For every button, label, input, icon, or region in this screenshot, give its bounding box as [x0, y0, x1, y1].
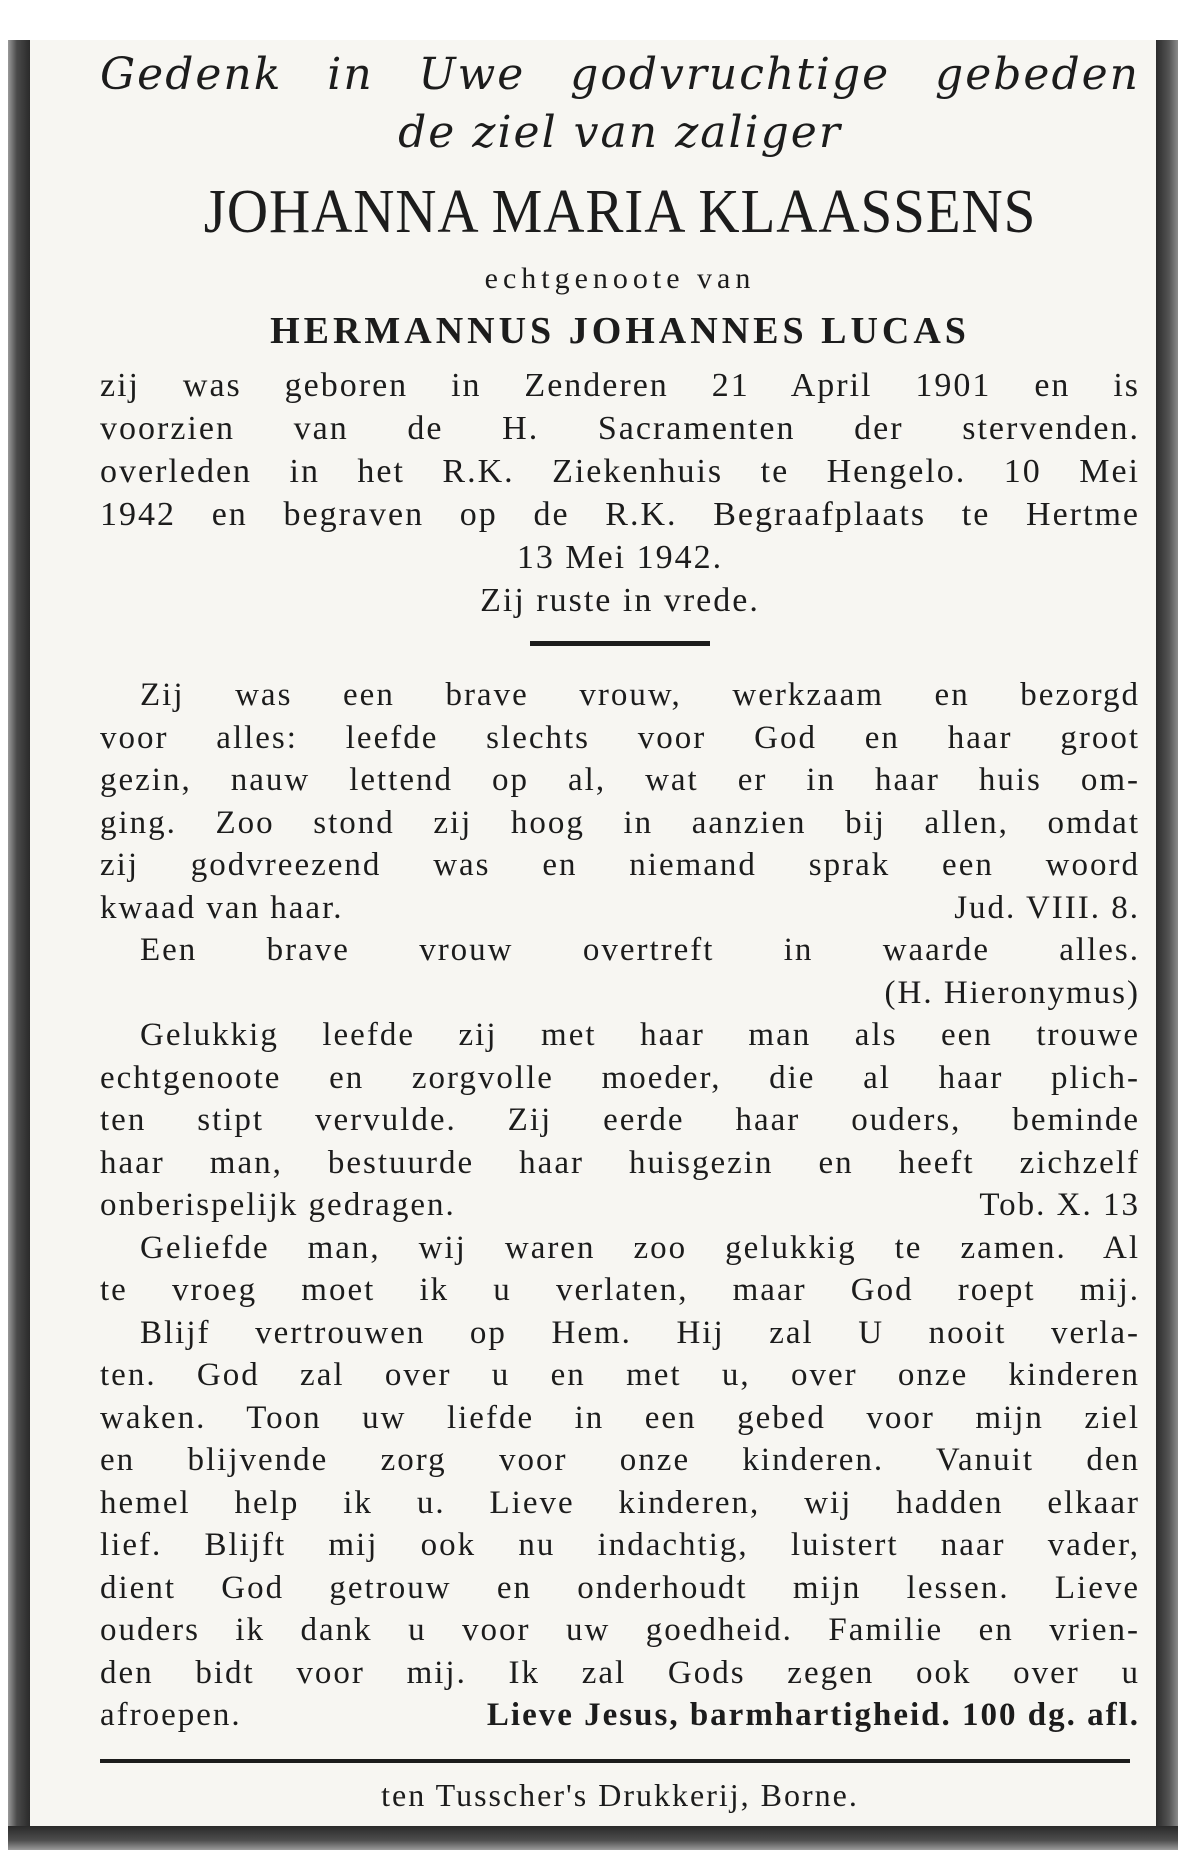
text-line-final	[100, 1694, 1140, 1737]
scripture-reference: (H. Hieronymus)	[884, 974, 1140, 1011]
intro-line-2: de ziel van zaliger	[398, 107, 842, 158]
biography	[100, 364, 1140, 579]
text-line: onberispelijk gedragen.	[100, 1187, 456, 1223]
text-line: hemel help ik u. Lieve kinderen, wij hadden elkaar	[100, 1484, 1140, 1521]
biography-line: zij was geboren in Zenderen 21 April 1901 en is	[100, 367, 1140, 404]
text-line-with-reference	[100, 887, 1140, 930]
text-line: ging. Zoo stond zij hoog in aanzien bij allen, omdat	[100, 804, 1140, 841]
deceased-name: JOHANNA MARIA KLAASSENS	[203, 178, 1037, 246]
text-line: Zij was een brave vrouw, werkzaam en bezorgd	[140, 677, 1140, 713]
scripture-reference: Jud. VIII. 8.	[954, 889, 1140, 926]
rest-in-peace: Zij ruste in vrede.	[480, 582, 760, 619]
text-line: waken. Toon uw liefde in een gebed voor mijn ziel	[100, 1399, 1140, 1436]
divider-short	[530, 641, 710, 646]
text-line: ouders ik dank u voor uw goedheid. Familie en vrien-	[100, 1612, 1140, 1648]
divider-long	[100, 1759, 1130, 1763]
text-line: ten stipt vervulde. Zij eerde haar ouders, beminde	[100, 1102, 1140, 1138]
text-line: en blijvende zorg voor onze kinderen. Vanuit den	[100, 1442, 1140, 1478]
text-line: haar man, bestuurde haar huisgezin en heeft zichzelf	[100, 1144, 1140, 1181]
text-line: gezin, nauw lettend op al, wat er in haar huis om-	[100, 762, 1140, 798]
memorial-text	[100, 674, 1140, 1737]
biography-last-line: 13 Mei 1942.	[516, 539, 724, 576]
text-line: kwaad van haar.	[100, 889, 344, 926]
text-line: dient God getrouw en onderhoudt mijn lessen. Lieve	[100, 1569, 1140, 1606]
scripture-reference: Tob. X. 13	[979, 1187, 1140, 1223]
text-line-with-reference	[100, 1184, 1140, 1227]
card-frame-right	[1156, 40, 1178, 1850]
text-line: zij godvreezend was en niemand sprak een woord	[100, 847, 1140, 883]
intro-line-1: Gedenk in Uwe godvruchtige gebeden	[100, 49, 1140, 100]
text-line: Geliefde man, wij waren zoo gelukkig te zamen. Al	[140, 1229, 1140, 1266]
card-paper	[30, 40, 1156, 1826]
spouse-name: HERMANNUS JOHANNES LUCAS	[270, 310, 970, 352]
text-line: Blijf vertrouwen op Hem. Hij zal U nooit verla-	[140, 1314, 1140, 1351]
text-line: te vroeg moet ik u verlaten, maar God roept mij.	[100, 1272, 1140, 1308]
card-content	[100, 40, 1140, 1815]
biography-line: overleden in het R.K. Ziekenhuis te Hengelo. 10 Mei	[100, 453, 1140, 490]
card-frame-bottom	[8, 1826, 1178, 1850]
text-line: Gelukkig leefde zij met haar man als een trouwe	[140, 1017, 1140, 1053]
text-line: den bidt voor mij. Ik zal Gods zegen ook over u	[100, 1654, 1140, 1691]
text-line: lief. Blijft mij ook nu indachtig, luistert naar vader,	[100, 1527, 1140, 1563]
card-frame-left	[8, 40, 30, 1850]
biography-line: voorzien van de H. Sacramenten der stervenden.	[100, 410, 1140, 447]
text-line: voor alles: leefde slechts voor God en haar groot	[100, 719, 1140, 756]
text-line: echtgenoote en zorgvolle moeder, die al haar plich-	[100, 1059, 1140, 1096]
text-line: Een brave vrouw overtreft in waarde alles.	[140, 932, 1140, 968]
text-line: ten. God zal over u en met u, over onze kinderen	[100, 1357, 1140, 1393]
spouse-label: echtgenoote van	[484, 262, 756, 295]
biography-line: 1942 en begraven op de R.K. Begraafplaats te Hertme	[100, 496, 1140, 533]
indulgence-prayer: Lieve Jesus, barmhartigheid. 100 dg. afl.	[486, 1697, 1140, 1733]
text-line: afroepen.	[100, 1697, 242, 1733]
printer-credit: ten Tusscher's Drukkerij, Borne.	[381, 1776, 859, 1813]
memorial-card	[8, 40, 1178, 1850]
